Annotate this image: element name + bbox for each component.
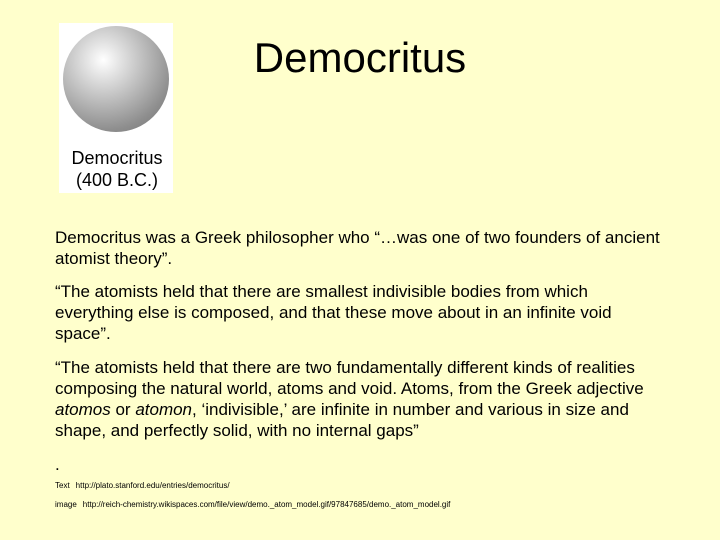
quote-2-or: or: [110, 400, 136, 419]
paragraph-intro: Democritus was a Greek philosopher who “…was one of two founders of ancient atomist theory”.: [55, 228, 660, 268]
democritus-figure: [59, 23, 173, 193]
paragraph-quote-1: “The atomists held that there are smallest indivisible bodies from which everything else is composed, and that these move about in an infinite void space”.: [55, 282, 612, 343]
slide-title: Democritus: [253, 34, 467, 81]
figure-caption-name: Democritus: [71, 148, 163, 168]
source-image: [55, 500, 450, 510]
source-image-label: image: [55, 500, 77, 509]
quote-2-part-a: “The atomists held that there are two fundamentally different kinds of realities composing the natural world, atoms and void. Atoms, from the Greek adjective: [55, 358, 644, 398]
quote-2-part-b: , ‘indivisible,’ are infinite in number and various in size and shape, and perfectly solid, with no internal gaps”: [55, 400, 629, 440]
source-image-link[interactable]: http://reich-chemistry.wikispaces.com/file/view/demo._atom_model.gif/97847685/demo._atom_model.gif: [82, 500, 451, 509]
term-atomos: atomos: [55, 400, 111, 419]
paragraph-quote-2: [55, 357, 665, 441]
paragraph-period: .: [55, 455, 60, 474]
source-text: [55, 481, 230, 491]
source-text-link[interactable]: http://plato.stanford.edu/entries/democritus/: [75, 481, 230, 490]
figure-caption-date: (400 B.C.): [75, 170, 159, 190]
source-text-label: Text: [55, 481, 70, 490]
atom-sphere-image: [63, 26, 169, 132]
term-atomon: atomon: [135, 400, 193, 419]
